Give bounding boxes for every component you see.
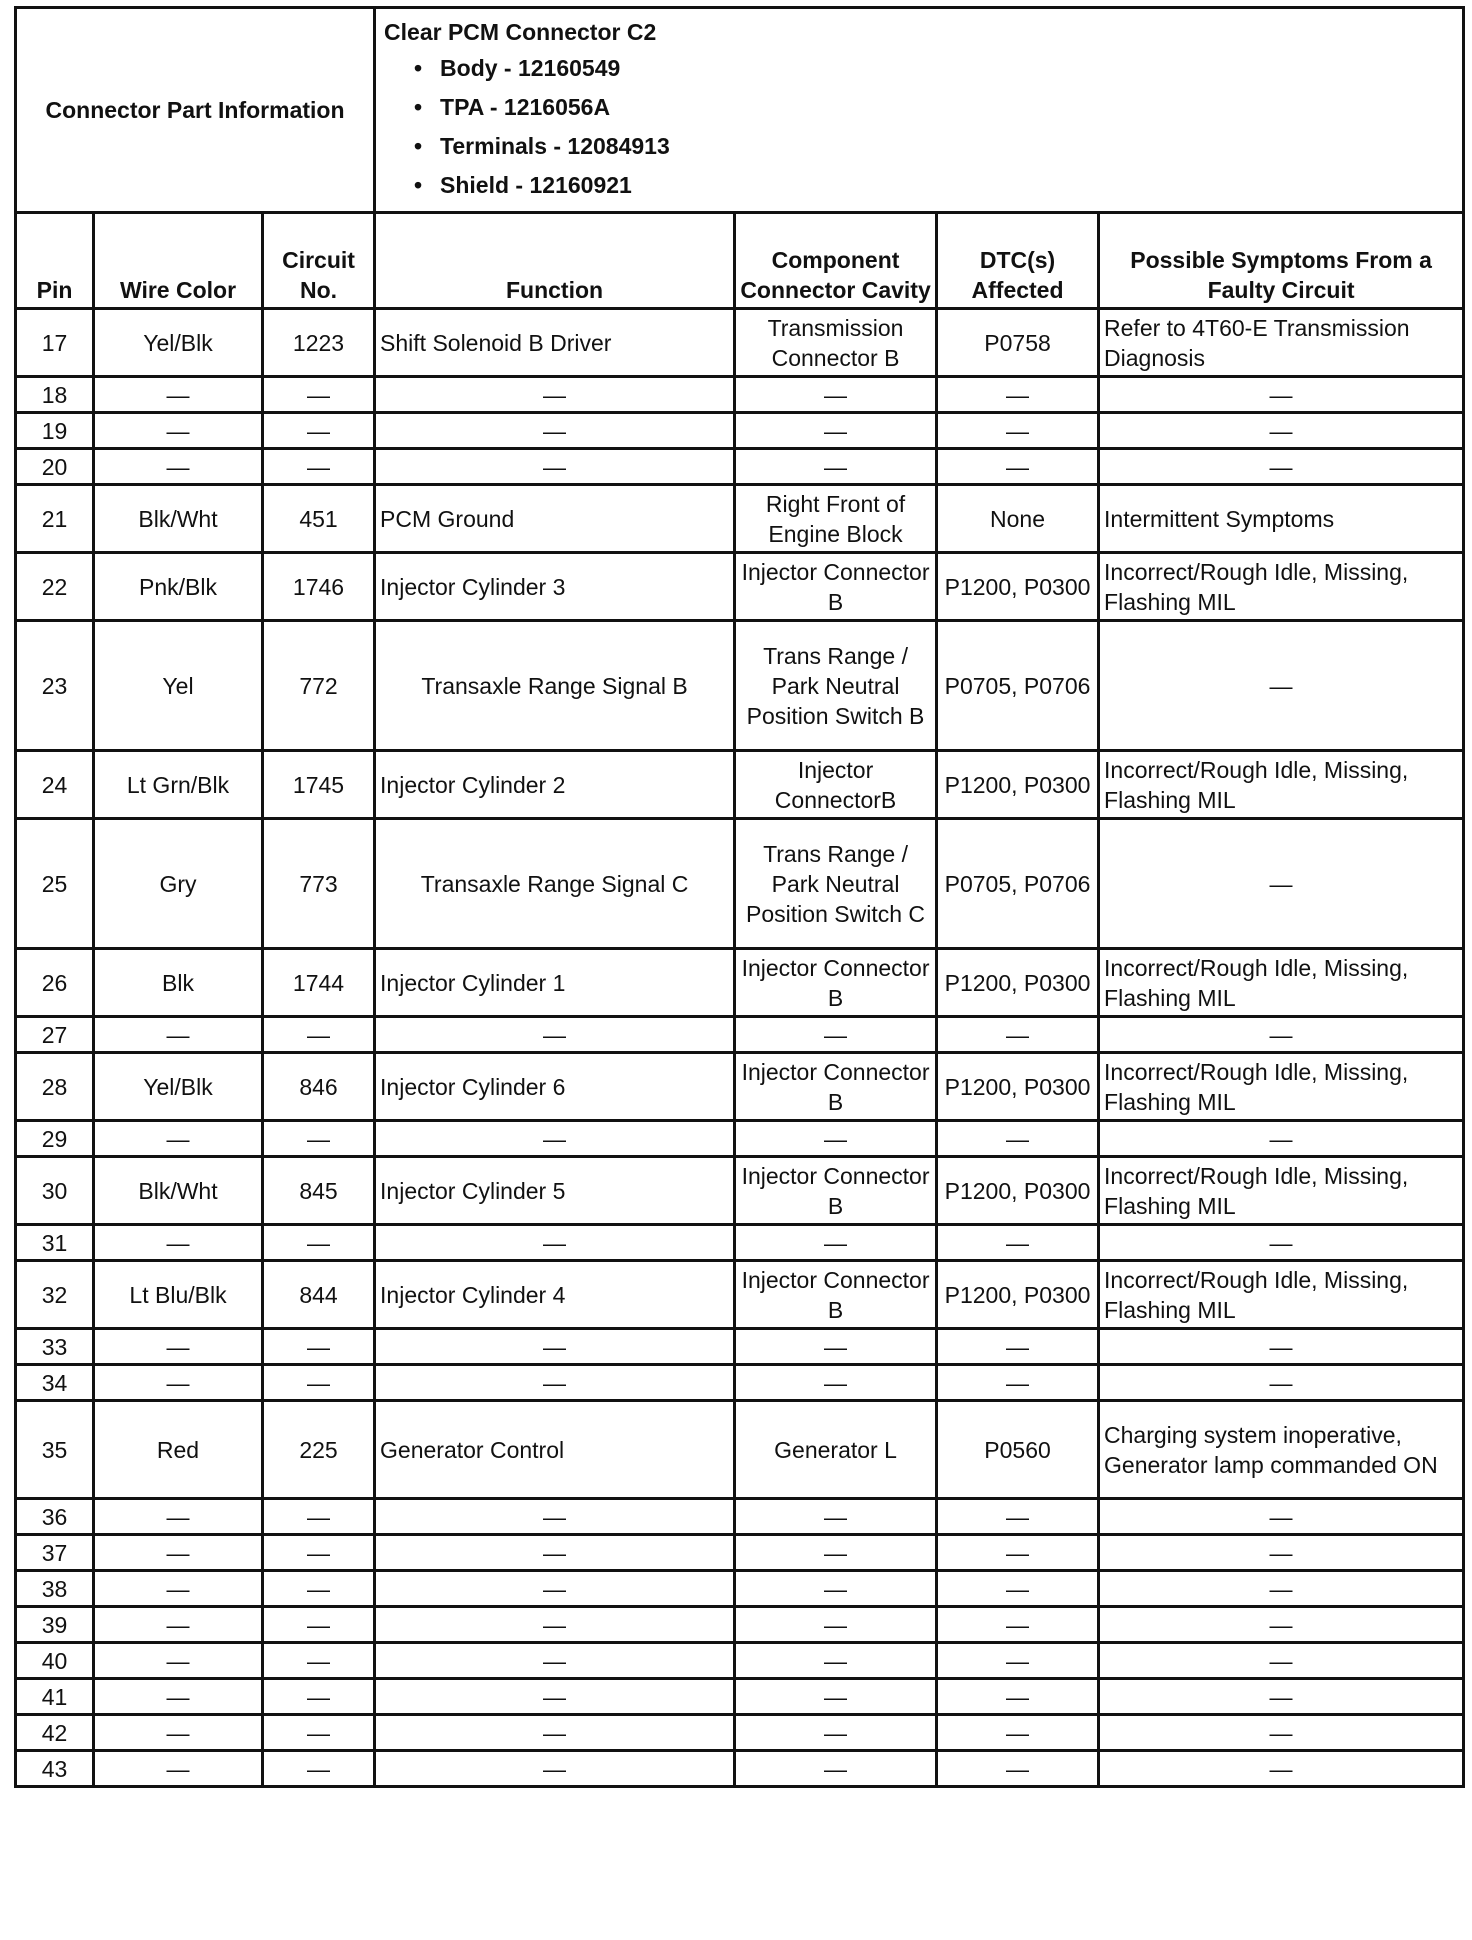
- circuit-cell: —: [263, 1643, 375, 1679]
- symptoms-cell: —: [1099, 413, 1464, 449]
- cavity-cell: Right Front of Engine Block: [735, 485, 937, 553]
- pin-cell: 33: [16, 1329, 94, 1365]
- wire-color-cell: —: [94, 1329, 263, 1365]
- cavity-cell: —: [735, 1225, 937, 1261]
- circuit-cell: —: [263, 1365, 375, 1401]
- symptoms-cell: —: [1099, 1329, 1464, 1365]
- circuit-cell: 451: [263, 485, 375, 553]
- symptoms-cell: —: [1099, 819, 1464, 949]
- dtc-cell: —: [937, 1751, 1099, 1787]
- pin-table: [14, 6, 1465, 1788]
- pin-cell: 32: [16, 1261, 94, 1329]
- function-cell: Injector Cylinder 5: [375, 1157, 735, 1225]
- table-row: [16, 1365, 1464, 1401]
- cavity-cell: —: [735, 1643, 937, 1679]
- pin-cell: 36: [16, 1499, 94, 1535]
- table-row: [16, 751, 1464, 819]
- connector-info-cell: [375, 8, 1464, 213]
- symptoms-cell: —: [1099, 1679, 1464, 1715]
- function-cell: —: [375, 1679, 735, 1715]
- cavity-cell: —: [735, 413, 937, 449]
- connector-info-label: Connector Part Information: [16, 8, 375, 213]
- wire-color-cell: —: [94, 1643, 263, 1679]
- function-cell: —: [375, 1607, 735, 1643]
- dtc-cell: —: [937, 1535, 1099, 1571]
- dtc-cell: P0560: [937, 1401, 1099, 1499]
- pin-cell: 20: [16, 449, 94, 485]
- wire-color-cell: Yel/Blk: [94, 1053, 263, 1121]
- cavity-cell: —: [735, 377, 937, 413]
- dtc-cell: —: [937, 1571, 1099, 1607]
- circuit-cell: —: [263, 1679, 375, 1715]
- pin-rows: [16, 309, 1464, 1787]
- table-row: [16, 449, 1464, 485]
- table-row: [16, 949, 1464, 1017]
- table-row: [16, 1715, 1464, 1751]
- function-cell: —: [375, 1225, 735, 1261]
- wire-color-cell: —: [94, 1535, 263, 1571]
- cavity-cell: —: [735, 1607, 937, 1643]
- table-row: [16, 1401, 1464, 1499]
- wire-color-cell: Pnk/Blk: [94, 553, 263, 621]
- function-cell: Injector Cylinder 4: [375, 1261, 735, 1329]
- wire-color-cell: Gry: [94, 819, 263, 949]
- function-cell: —: [375, 1643, 735, 1679]
- connector-info-row: [16, 8, 1464, 213]
- circuit-cell: 844: [263, 1261, 375, 1329]
- wire-color-cell: Blk/Wht: [94, 485, 263, 553]
- symptoms-cell: —: [1099, 449, 1464, 485]
- dtc-cell: —: [937, 1607, 1099, 1643]
- circuit-cell: 846: [263, 1053, 375, 1121]
- cavity-cell: —: [735, 1499, 937, 1535]
- symptoms-cell: Intermittent Symptoms: [1099, 485, 1464, 553]
- wire-color-cell: —: [94, 377, 263, 413]
- cavity-cell: Injector Connector B: [735, 1261, 937, 1329]
- table-row: [16, 1535, 1464, 1571]
- symptoms-cell: Incorrect/Rough Idle, Missing, Flashing MIL: [1099, 1157, 1464, 1225]
- symptoms-cell: Charging system inoperative, Generator lamp commanded ON: [1099, 1401, 1464, 1499]
- circuit-cell: —: [263, 1225, 375, 1261]
- table-row: [16, 377, 1464, 413]
- pin-cell: 34: [16, 1365, 94, 1401]
- function-cell: —: [375, 1751, 735, 1787]
- dtc-cell: —: [937, 1329, 1099, 1365]
- wire-color-cell: —: [94, 1499, 263, 1535]
- pin-cell: 28: [16, 1053, 94, 1121]
- cavity-cell: —: [735, 1715, 937, 1751]
- dtc-cell: P1200, P0300: [937, 553, 1099, 621]
- cavity-cell: —: [735, 1121, 937, 1157]
- cavity-cell: Transmission Connector B: [735, 309, 937, 377]
- circuit-cell: —: [263, 1121, 375, 1157]
- wire-color-cell: —: [94, 1225, 263, 1261]
- cavity-cell: Trans Range / Park Neutral Position Switch C: [735, 819, 937, 949]
- dtc-cell: —: [937, 449, 1099, 485]
- wire-color-cell: —: [94, 1715, 263, 1751]
- pin-cell: 22: [16, 553, 94, 621]
- dtc-cell: P0705, P0706: [937, 621, 1099, 751]
- circuit-cell: —: [263, 1535, 375, 1571]
- wire-color-cell: —: [94, 1751, 263, 1787]
- symptoms-cell: Incorrect/Rough Idle, Missing, Flashing MIL: [1099, 553, 1464, 621]
- function-cell: Transaxle Range Signal B: [375, 621, 735, 751]
- circuit-cell: —: [263, 449, 375, 485]
- cavity-cell: —: [735, 1017, 937, 1053]
- wire-color-cell: —: [94, 1365, 263, 1401]
- dtc-cell: P1200, P0300: [937, 1053, 1099, 1121]
- pin-cell: 38: [16, 1571, 94, 1607]
- symptoms-cell: —: [1099, 1365, 1464, 1401]
- connector-part-item: [414, 49, 1454, 88]
- dtc-cell: None: [937, 485, 1099, 553]
- header-dtc: DTC(s) Affected: [937, 213, 1099, 309]
- function-cell: —: [375, 377, 735, 413]
- wire-color-cell: —: [94, 1607, 263, 1643]
- dtc-cell: P1200, P0300: [937, 949, 1099, 1017]
- circuit-cell: —: [263, 1329, 375, 1365]
- table-row: [16, 1261, 1464, 1329]
- pin-cell: 41: [16, 1679, 94, 1715]
- circuit-cell: —: [263, 1499, 375, 1535]
- connector-title: Clear PCM Connector C2: [384, 19, 657, 45]
- wire-color-cell: Blk: [94, 949, 263, 1017]
- symptoms-cell: Incorrect/Rough Idle, Missing, Flashing MIL: [1099, 1053, 1464, 1121]
- function-cell: —: [375, 449, 735, 485]
- connector-part-text: Terminals - 12084913: [440, 133, 670, 159]
- pin-cell: 37: [16, 1535, 94, 1571]
- connector-part-item: [414, 127, 1454, 166]
- wire-color-cell: —: [94, 413, 263, 449]
- circuit-cell: 772: [263, 621, 375, 751]
- function-cell: —: [375, 1499, 735, 1535]
- symptoms-cell: Refer to 4T60-E Transmission Diagnosis: [1099, 309, 1464, 377]
- cavity-cell: Injector Connector B: [735, 553, 937, 621]
- dtc-cell: —: [937, 1121, 1099, 1157]
- header-pin: Pin: [16, 213, 94, 309]
- cavity-cell: —: [735, 1751, 937, 1787]
- function-cell: —: [375, 1017, 735, 1053]
- circuit-cell: —: [263, 413, 375, 449]
- symptoms-cell: Incorrect/Rough Idle, Missing, Flashing MIL: [1099, 1261, 1464, 1329]
- cavity-cell: —: [735, 1535, 937, 1571]
- symptoms-cell: —: [1099, 377, 1464, 413]
- cavity-cell: Injector Connector B: [735, 1157, 937, 1225]
- function-cell: Injector Cylinder 2: [375, 751, 735, 819]
- symptoms-cell: —: [1099, 1643, 1464, 1679]
- table-row: [16, 1329, 1464, 1365]
- wire-color-cell: Red: [94, 1401, 263, 1499]
- function-cell: Injector Cylinder 1: [375, 949, 735, 1017]
- connector-part-item: [414, 166, 1454, 205]
- table-row: [16, 1571, 1464, 1607]
- function-cell: —: [375, 1535, 735, 1571]
- symptoms-cell: Incorrect/Rough Idle, Missing, Flashing MIL: [1099, 751, 1464, 819]
- symptoms-cell: —: [1099, 1607, 1464, 1643]
- dtc-cell: P0758: [937, 309, 1099, 377]
- cavity-cell: —: [735, 449, 937, 485]
- wire-color-cell: —: [94, 1121, 263, 1157]
- table-row: [16, 1053, 1464, 1121]
- wire-color-cell: Lt Grn/Blk: [94, 751, 263, 819]
- circuit-cell: 1223: [263, 309, 375, 377]
- connector-part-item: [414, 88, 1454, 127]
- circuit-cell: 225: [263, 1401, 375, 1499]
- circuit-cell: —: [263, 1751, 375, 1787]
- function-cell: Injector Cylinder 6: [375, 1053, 735, 1121]
- dtc-cell: —: [937, 1715, 1099, 1751]
- circuit-cell: —: [263, 1715, 375, 1751]
- circuit-cell: 845: [263, 1157, 375, 1225]
- wire-color-cell: Lt Blu/Blk: [94, 1261, 263, 1329]
- cavity-cell: —: [735, 1365, 937, 1401]
- wire-color-cell: —: [94, 449, 263, 485]
- function-cell: —: [375, 1365, 735, 1401]
- function-cell: Injector Cylinder 3: [375, 553, 735, 621]
- column-header-row: [16, 213, 1464, 309]
- wire-color-cell: Blk/Wht: [94, 1157, 263, 1225]
- pin-cell: 24: [16, 751, 94, 819]
- header-cavity: Component Connector Cavity: [735, 213, 937, 309]
- table-row: [16, 1121, 1464, 1157]
- pin-cell: 39: [16, 1607, 94, 1643]
- dtc-cell: P1200, P0300: [937, 751, 1099, 819]
- dtc-cell: —: [937, 413, 1099, 449]
- pin-cell: 17: [16, 309, 94, 377]
- dtc-cell: P1200, P0300: [937, 1261, 1099, 1329]
- circuit-cell: 1745: [263, 751, 375, 819]
- cavity-cell: Injector Connector B: [735, 949, 937, 1017]
- circuit-cell: —: [263, 1607, 375, 1643]
- circuit-cell: —: [263, 377, 375, 413]
- symptoms-cell: —: [1099, 1225, 1464, 1261]
- dtc-cell: P0705, P0706: [937, 819, 1099, 949]
- pin-cell: 25: [16, 819, 94, 949]
- wire-color-cell: Yel: [94, 621, 263, 751]
- function-cell: —: [375, 1121, 735, 1157]
- connector-part-text: TPA - 1216056A: [440, 94, 611, 120]
- pin-cell: 18: [16, 377, 94, 413]
- table-row: [16, 1607, 1464, 1643]
- connector-parts-list: [384, 49, 1454, 205]
- symptoms-cell: —: [1099, 1499, 1464, 1535]
- header-function: Function: [375, 213, 735, 309]
- symptoms-cell: —: [1099, 621, 1464, 751]
- wire-color-cell: —: [94, 1571, 263, 1607]
- pin-cell: 40: [16, 1643, 94, 1679]
- pin-cell: 42: [16, 1715, 94, 1751]
- table-row: [16, 819, 1464, 949]
- table-row: [16, 485, 1464, 553]
- cavity-cell: Trans Range / Park Neutral Position Switch B: [735, 621, 937, 751]
- symptoms-cell: —: [1099, 1121, 1464, 1157]
- table-row: [16, 1499, 1464, 1535]
- symptoms-cell: —: [1099, 1751, 1464, 1787]
- dtc-cell: —: [937, 1017, 1099, 1053]
- dtc-cell: —: [937, 1499, 1099, 1535]
- table-row: [16, 1017, 1464, 1053]
- table-row: [16, 1679, 1464, 1715]
- circuit-cell: 1744: [263, 949, 375, 1017]
- cavity-cell: Injector Connector B: [735, 1053, 937, 1121]
- circuit-cell: 773: [263, 819, 375, 949]
- table-row: [16, 309, 1464, 377]
- symptoms-cell: Incorrect/Rough Idle, Missing, Flashing MIL: [1099, 949, 1464, 1017]
- symptoms-cell: —: [1099, 1535, 1464, 1571]
- cavity-cell: Injector ConnectorB: [735, 751, 937, 819]
- function-cell: Shift Solenoid B Driver: [375, 309, 735, 377]
- dtc-cell: —: [937, 1225, 1099, 1261]
- function-cell: —: [375, 413, 735, 449]
- pin-cell: 43: [16, 1751, 94, 1787]
- dtc-cell: —: [937, 377, 1099, 413]
- wire-color-cell: —: [94, 1679, 263, 1715]
- cavity-cell: —: [735, 1571, 937, 1607]
- pin-cell: 19: [16, 413, 94, 449]
- cavity-cell: —: [735, 1329, 937, 1365]
- connector-document: [14, 6, 1462, 1788]
- symptoms-cell: —: [1099, 1571, 1464, 1607]
- header-circuit: Circuit No.: [263, 213, 375, 309]
- pin-cell: 31: [16, 1225, 94, 1261]
- table-row: [16, 413, 1464, 449]
- wire-color-cell: —: [94, 1017, 263, 1053]
- pin-cell: 23: [16, 621, 94, 751]
- table-row: [16, 1643, 1464, 1679]
- function-cell: PCM Ground: [375, 485, 735, 553]
- symptoms-cell: —: [1099, 1017, 1464, 1053]
- table-row: [16, 1157, 1464, 1225]
- pin-cell: 21: [16, 485, 94, 553]
- circuit-cell: —: [263, 1017, 375, 1053]
- dtc-cell: —: [937, 1643, 1099, 1679]
- cavity-cell: Generator L: [735, 1401, 937, 1499]
- pin-cell: 26: [16, 949, 94, 1017]
- cavity-cell: —: [735, 1679, 937, 1715]
- dtc-cell: —: [937, 1679, 1099, 1715]
- function-cell: —: [375, 1715, 735, 1751]
- table-row: [16, 1225, 1464, 1261]
- function-cell: —: [375, 1571, 735, 1607]
- table-row: [16, 621, 1464, 751]
- pin-cell: 27: [16, 1017, 94, 1053]
- function-cell: Transaxle Range Signal C: [375, 819, 735, 949]
- symptoms-cell: —: [1099, 1715, 1464, 1751]
- pin-cell: 29: [16, 1121, 94, 1157]
- connector-part-text: Body - 12160549: [440, 55, 621, 81]
- connector-part-text: Shield - 12160921: [440, 172, 632, 198]
- pin-cell: 30: [16, 1157, 94, 1225]
- header-wire-color: Wire Color: [94, 213, 263, 309]
- header-symptoms: Possible Symptoms From a Faulty Circuit: [1099, 213, 1464, 309]
- function-cell: —: [375, 1329, 735, 1365]
- dtc-cell: —: [937, 1365, 1099, 1401]
- pin-cell: 35: [16, 1401, 94, 1499]
- circuit-cell: 1746: [263, 553, 375, 621]
- table-row: [16, 553, 1464, 621]
- dtc-cell: P1200, P0300: [937, 1157, 1099, 1225]
- wire-color-cell: Yel/Blk: [94, 309, 263, 377]
- circuit-cell: —: [263, 1571, 375, 1607]
- table-row: [16, 1751, 1464, 1787]
- function-cell: Generator Control: [375, 1401, 735, 1499]
